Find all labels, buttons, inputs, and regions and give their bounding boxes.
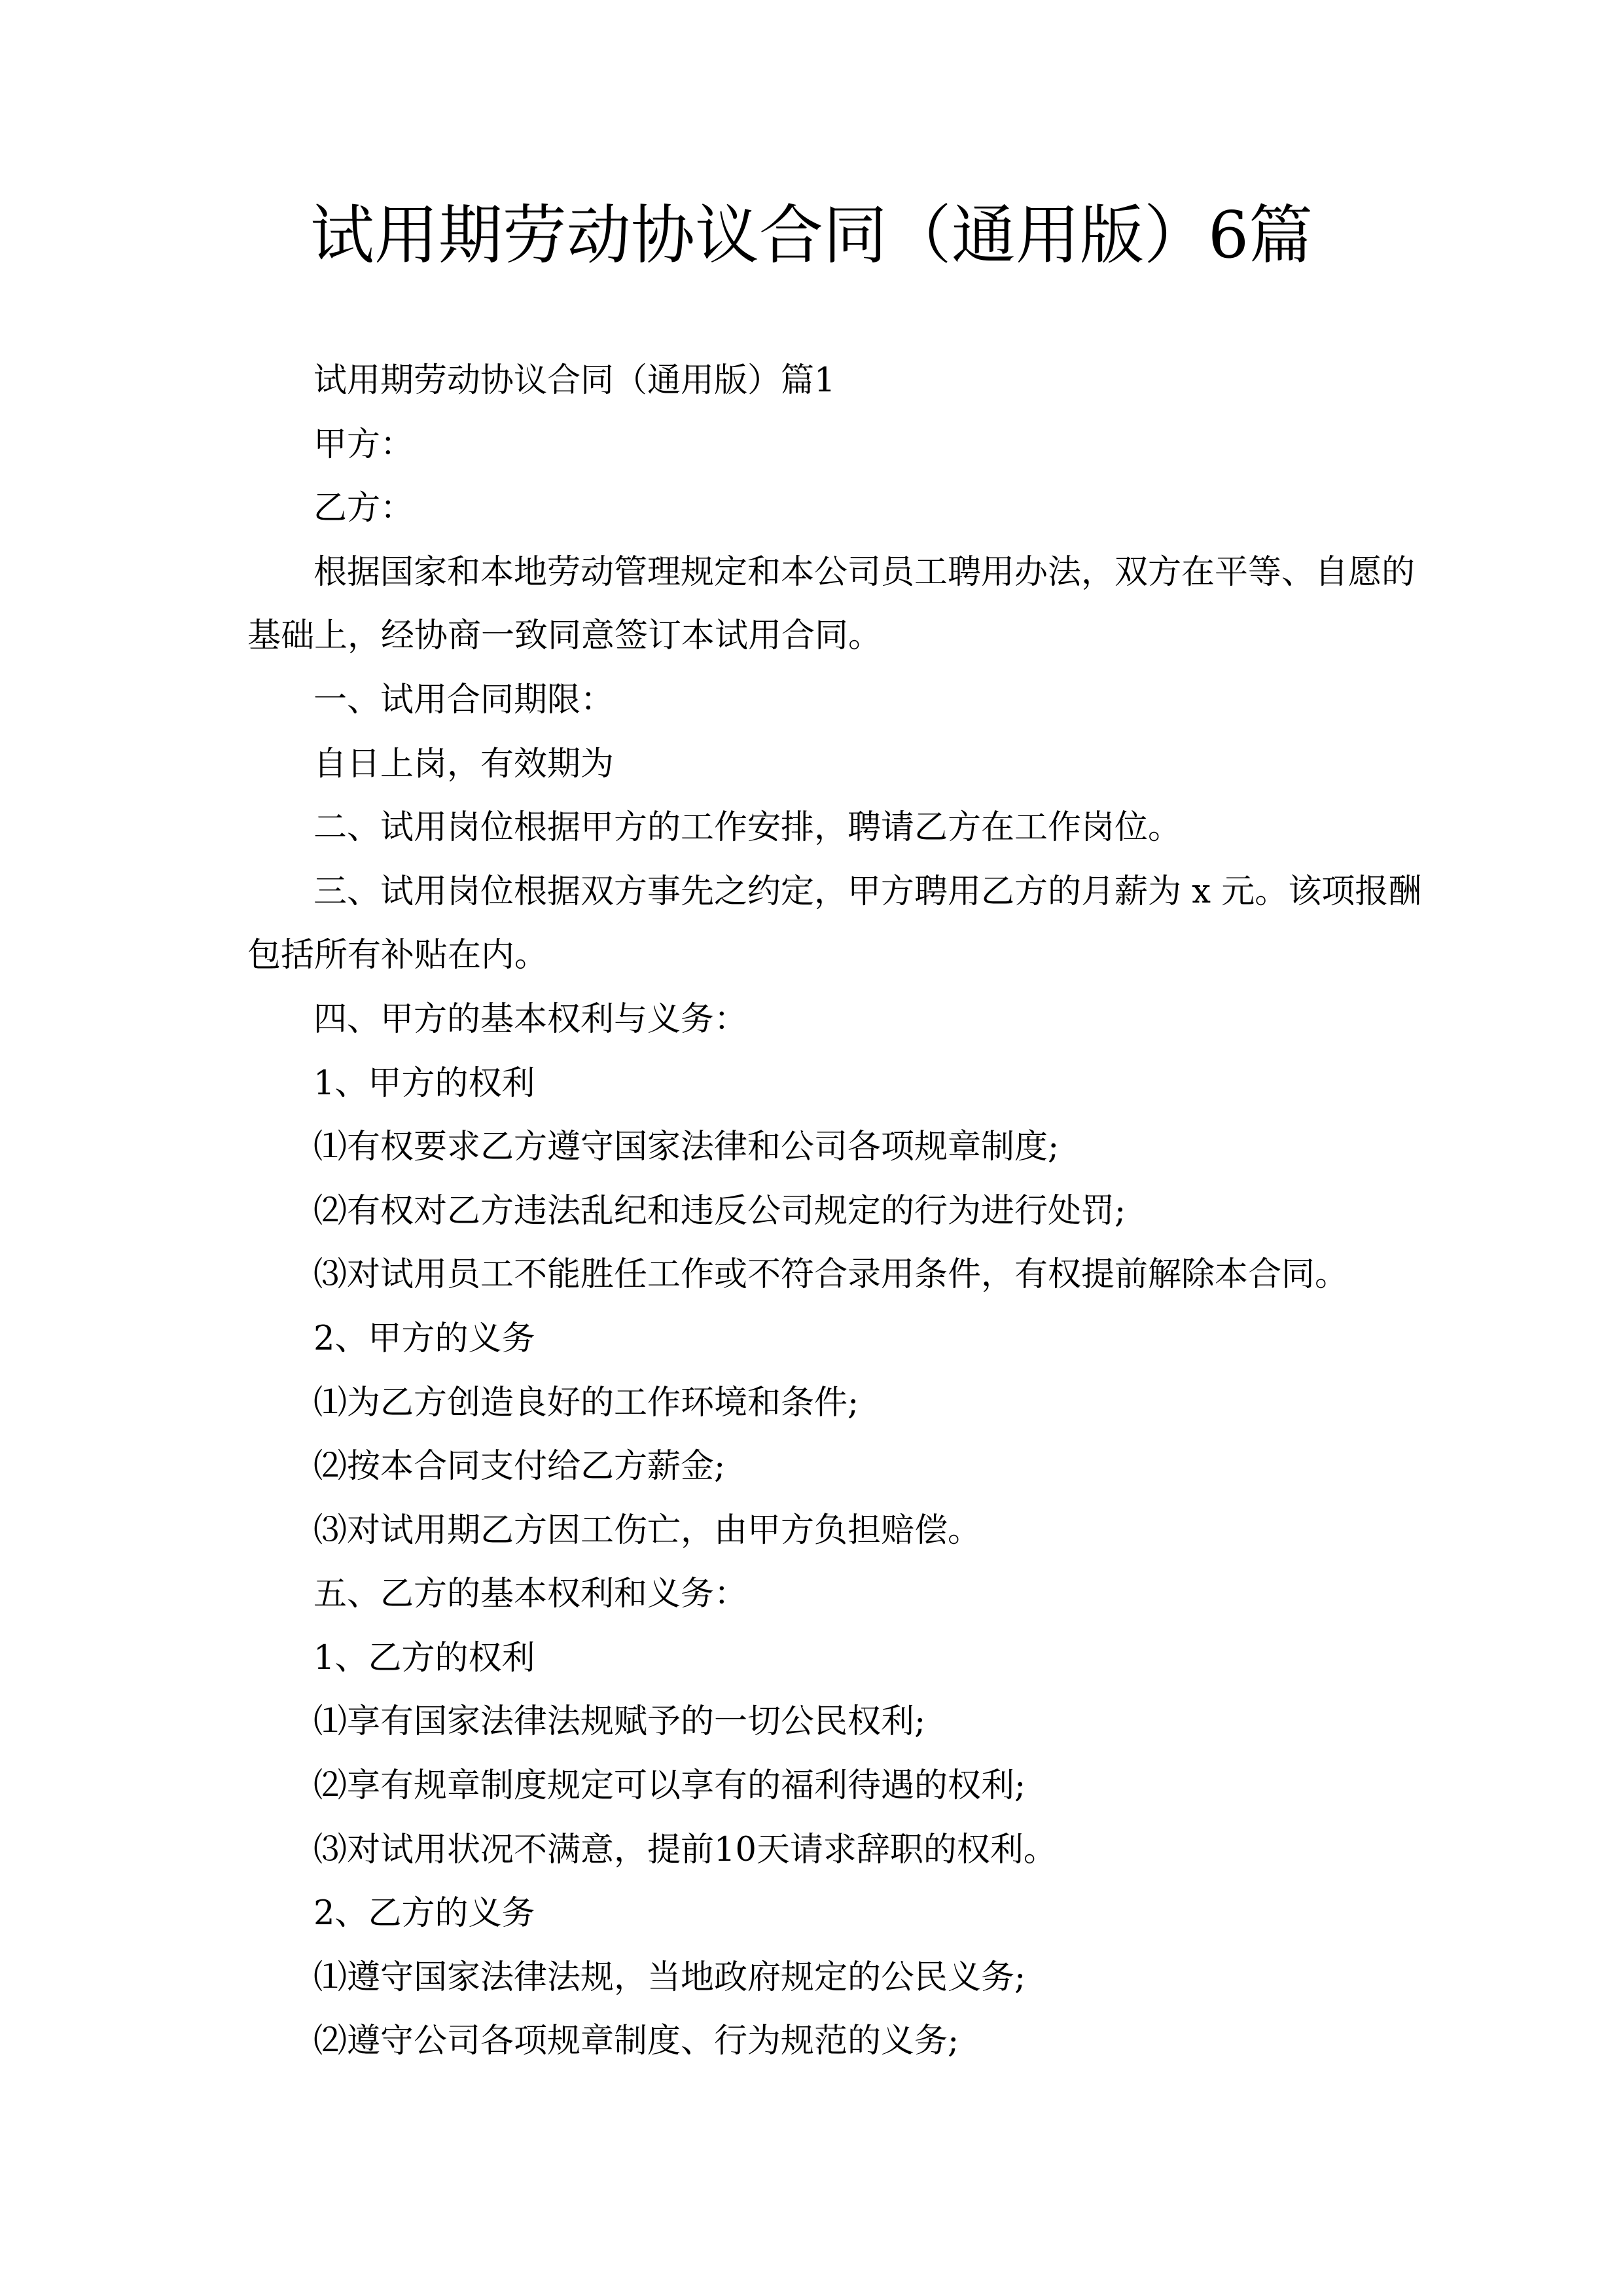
- clause-heading: 四、甲方的基本权利与义务：: [313, 999, 748, 1039]
- list-item: ⑵有权对乙方违法乱纪和违反公司规定的行为进行处罚;: [313, 1191, 1126, 1230]
- clause-heading: 二、试用岗位根据甲方的工作安排，聘请乙方在工作岗位。: [313, 808, 1182, 848]
- list-item: ⑴享有国家法律法规赋予的一切公民权利;: [313, 1702, 926, 1742]
- list-item: ⑵按本合同支付给乙方薪金;: [313, 1447, 726, 1486]
- document-body: [247, 349, 1422, 2073]
- party-b-label: 乙方：: [313, 489, 414, 528]
- paragraph-line: 三、试用岗位根据双方事先之约定，甲方聘用乙方的月薪为 x 元。该项报酬: [313, 872, 1422, 911]
- sub-heading: 1、乙方的权利: [313, 1638, 535, 1677]
- document-title: 试用期劳动协议合同（通用版）6篇: [310, 198, 1313, 273]
- paragraph-line: 根据国家和本地劳动管理规定和本公司员工聘用办法，双方在平等、自愿的: [313, 552, 1416, 592]
- paragraph-line: 基础上，经协商一致同意签订本试用合同。: [247, 617, 882, 656]
- list-item: ⑵遵守公司各项规章制度、行为规范的义务;: [313, 2022, 959, 2061]
- list-item: ⑴为乙方创造良好的工作环境和条件;: [313, 1383, 859, 1422]
- paragraph-line: 自日上岗，有效期为: [313, 744, 615, 783]
- list-item: ⑵享有规章制度规定可以享有的福利待遇的权利;: [313, 1767, 1026, 1806]
- list-item: ⑴有权要求乙方遵守国家法律和公司各项规章制度;: [313, 1128, 1060, 1167]
- sub-heading: 1、甲方的权利: [313, 1064, 535, 1103]
- sub-heading: 2、甲方的义务: [313, 1319, 535, 1358]
- party-a-label: 甲方：: [313, 425, 414, 464]
- sub-heading: 2、乙方的义务: [313, 1894, 535, 1933]
- list-item: ⑶对试用员工不能胜任工作或不符合录用条件，有权提前解除本合同。: [313, 1255, 1349, 1295]
- clause-heading: 一、试用合同期限：: [313, 680, 615, 719]
- list-item: ⑶对试用状况不满意，提前10天请求辞职的权利。: [313, 1830, 1057, 1869]
- section-heading: 试用期劳动协议合同（通用版）篇1: [313, 361, 836, 400]
- clause-heading: 五、乙方的基本权利和义务：: [313, 1575, 748, 1614]
- paragraph-line: 包括所有补贴在内。: [247, 936, 548, 975]
- list-item: ⑶对试用期乙方因工伤亡，由甲方负担赔偿。: [313, 1511, 982, 1550]
- list-item: ⑴遵守国家法律法规，当地政府规定的公民义务;: [313, 1958, 1026, 1997]
